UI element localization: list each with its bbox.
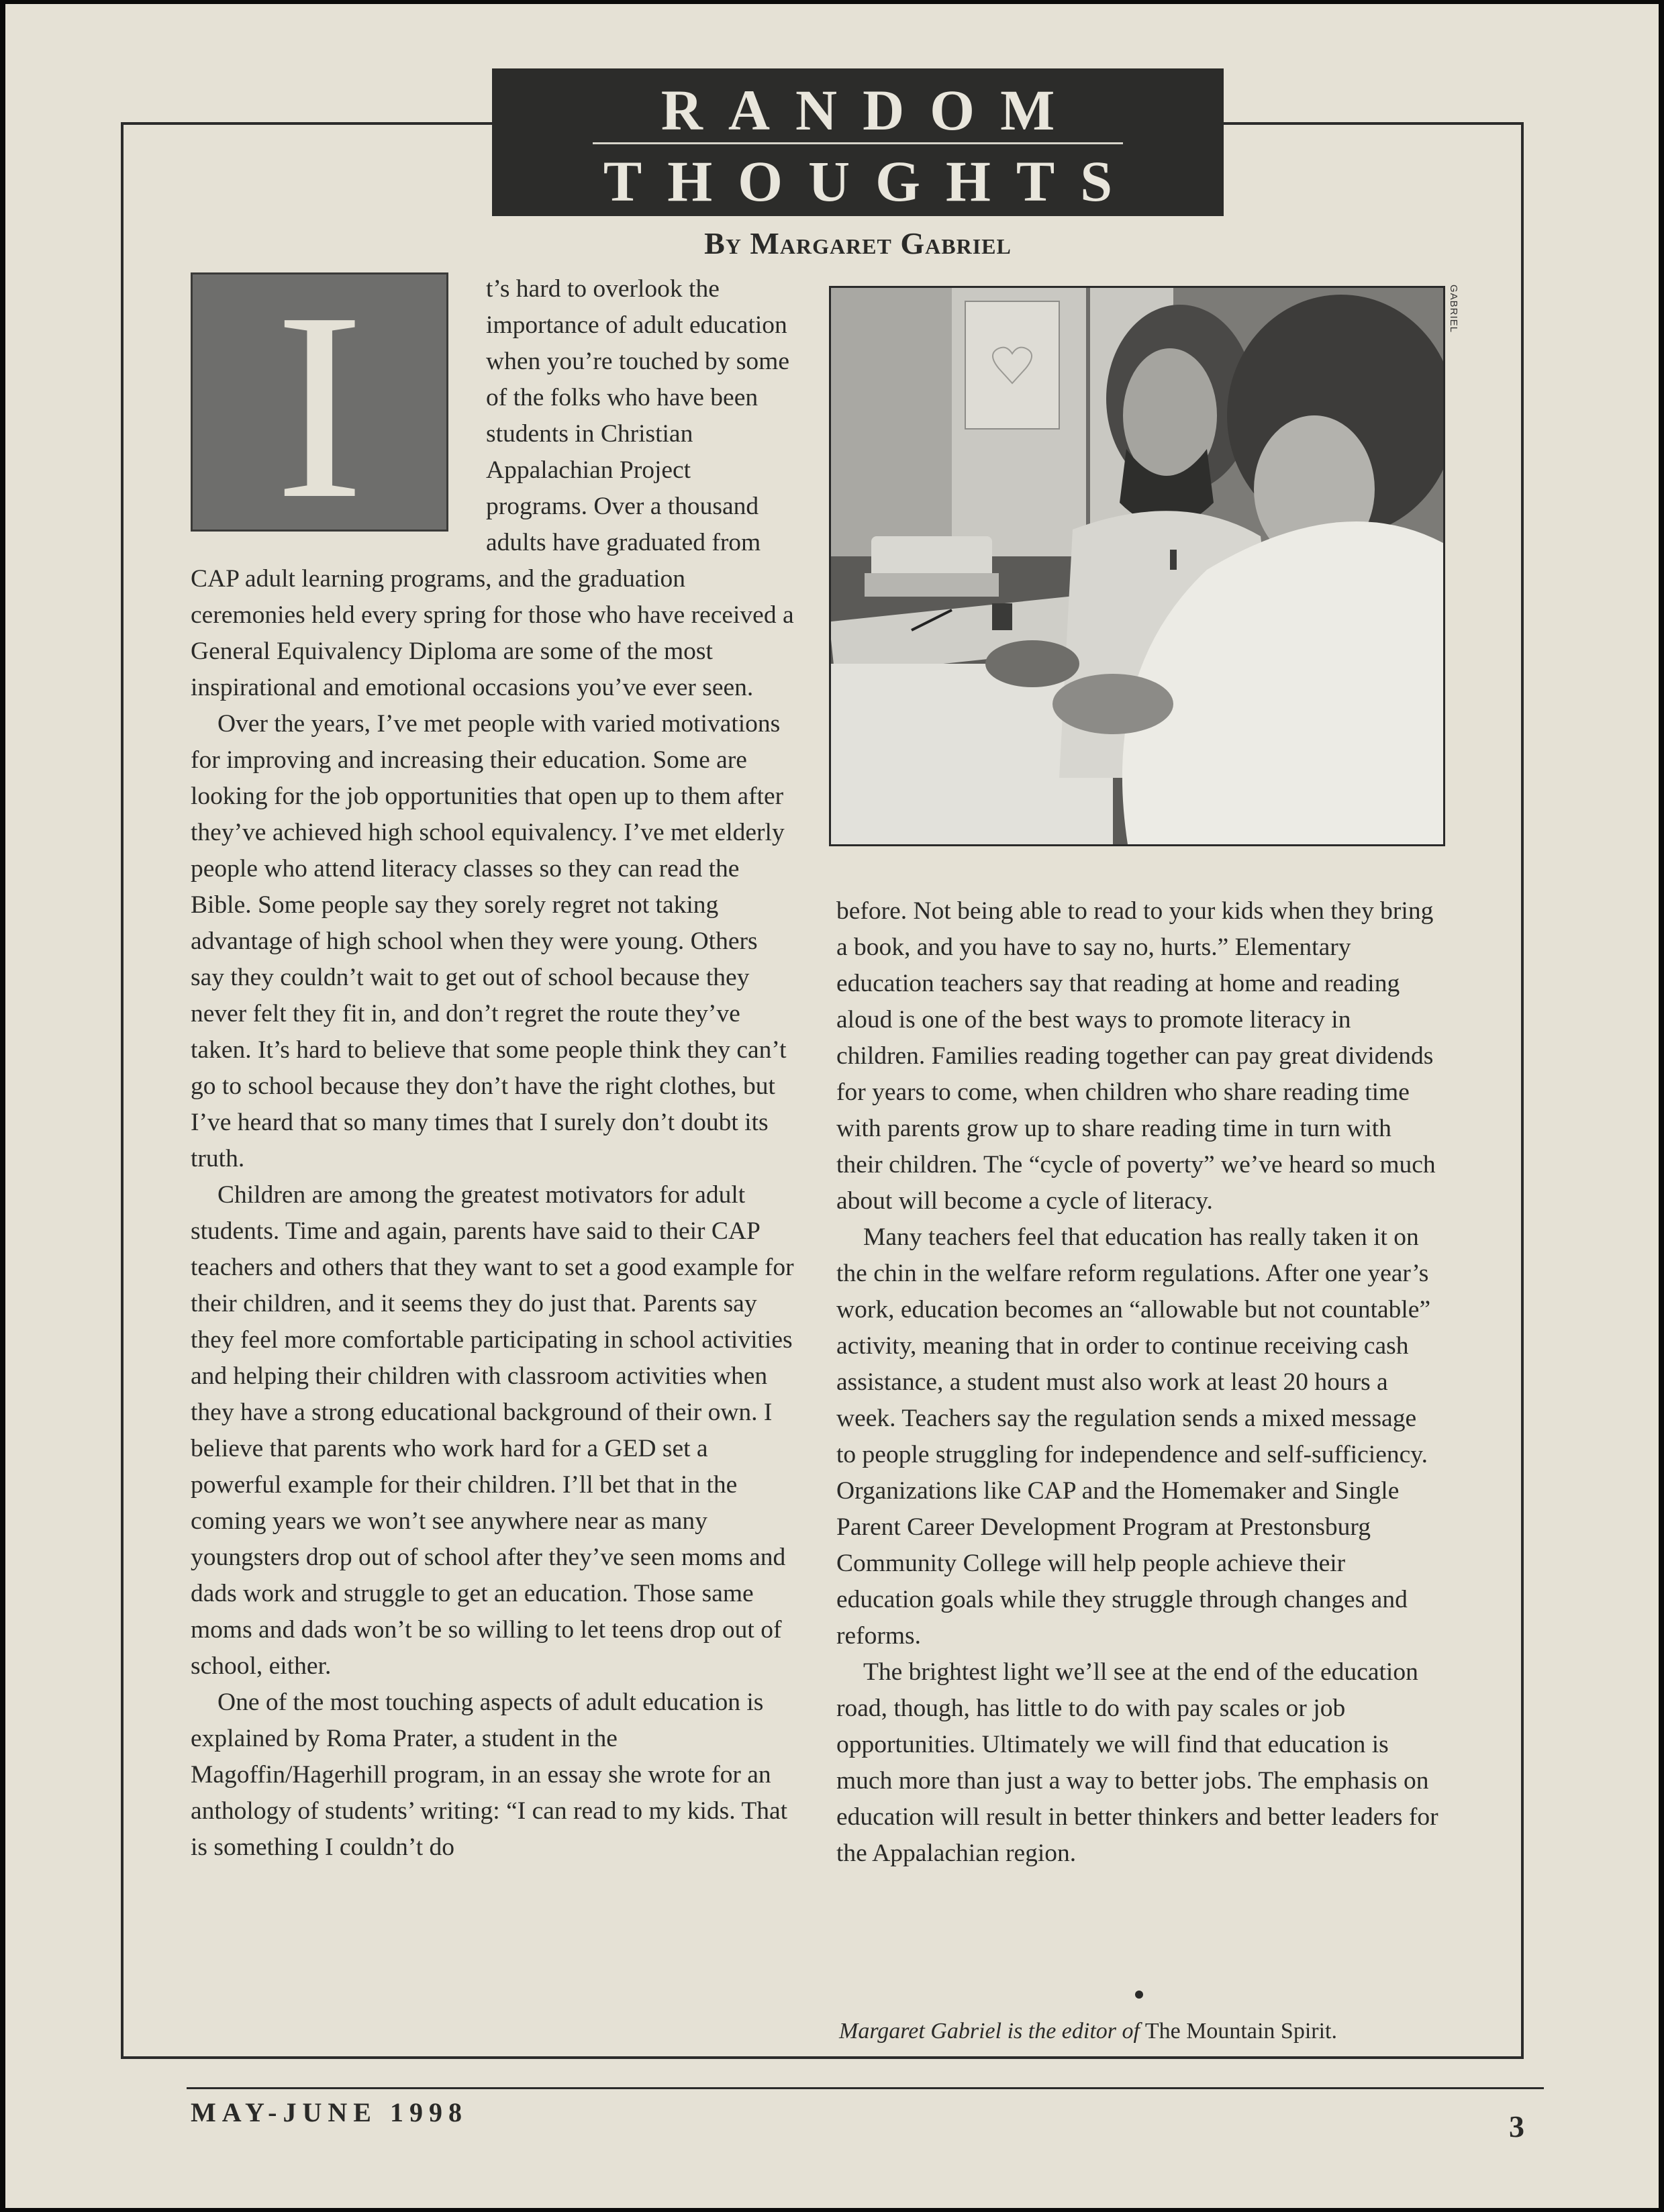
byline: By Margaret Gabriel: [704, 226, 1012, 260]
magazine-page: [5, 4, 1659, 2208]
article-column-left: [191, 271, 795, 1866]
footer-rule: [187, 2087, 1544, 2089]
paragraph: t’s hard to overlook the importance of adult education when you’re touched by some of the folks who have been students in Christian Appalachian Project programs. Over a thousand adults have graduated from CAP adult learning programs, and the graduation ceremonies held every spring for those who have received a General Equivalency Diploma are some of the most inspirational and emotional occasions you’ve ever seen.: [191, 275, 794, 701]
paragraph: Over the years, I’ve met people with varied motivations for improving and increasing their education. Some are looking for the job opportunities that open up to them after they’ve achieved high school equivalency. I’ve met elderly people who attend literacy classes so they can read the Bible. Some people say they sorely regret not taking advantage of high school when they were young. Others say they couldn’t wait to get out of school because they never felt they fit in, and don’t regret the route they’ve taken. It’s hard to believe that some people think they can’t go to school because they don’t have the right clothes, but I’ve heard that so many times that I surely don’t doubt its truth.: [191, 710, 787, 1172]
banner-word-random: RANDOM: [660, 78, 1081, 142]
title-banner: [492, 68, 1224, 216]
end-mark: [1135, 1991, 1143, 1999]
drop-cap-letter: I: [275, 257, 364, 554]
issue-date: MAY-JUNE 1998: [191, 2097, 468, 2127]
photo-credit: GABRIEL: [1448, 285, 1459, 334]
paragraph: before. Not being able to read to your kids when they bring a book, and you have to say no, hurts.” Elementary education teachers say that reading at home and reading aloud is one of the best ways to promote literacy in children. Families reading together can pay great dividends for years to come, when children who share reading time with parents grow up to share reading time in turn with their children. The “cycle of poverty” we’ve heard so much about will become a cycle of literacy.: [836, 897, 1436, 1215]
banner-word-thoughts: THOUGHTS: [603, 149, 1138, 213]
tagline-publication: The Mountain Spirit.: [1139, 2019, 1337, 2044]
paragraph: One of the most touching aspects of adult education is explained by Roma Prater, a student in the Magoffin/Hagerhill program, in an essay she wrote for an anthology of students’ writing: “I can read to my kids. That is something I couldn’t do: [191, 1689, 788, 1861]
paragraph: The brightest light we’ll see at the end of the education road, though, has little to do with pay scales or job opportunities. Ultimately we will find that education is much more than just a way to better jobs. The emphasis on education will result in better thinkers and better leaders for the Appalachian region.: [836, 1658, 1438, 1867]
tagline-text: Margaret Gabriel is the editor of: [839, 2019, 1140, 2044]
article-column-right: [836, 893, 1440, 1872]
author-tagline: [839, 2019, 1337, 2044]
photo-illustration: [831, 288, 1443, 844]
paragraph: Children are among the greatest motivators for adult students. Time and again, parents have said to their CAP teachers and others that they want to set a good example for their children, and it seems they do just that. Parents say they feel more comfortable participating in school activities and helping their children with classroom activities when they have a strong educational background of their own. I believe that parents who work hard for a GED set a powerful example for their children. I’ll bet that in the coming years we won’t see anywhere near as many youngsters drop out of school after they’ve seen moms and dads work and struggle to get an education. Those same moms and dads won’t be so willing to let teens drop out of school, either.: [191, 1181, 794, 1680]
article-photo: [829, 286, 1445, 846]
banner-rule: [593, 142, 1123, 144]
page-number: 3: [1509, 2109, 1524, 2144]
drop-cap-spacer: [164, 271, 486, 546]
paragraph: Many teachers feel that education has really taken it on the chin in the welfare reform regulations. After one year’s work, education becomes an “allowable but not countable” activity, meaning that in order to continue receiving cash assistance, a student must also work at least 20 hours a week. Teachers say the regulation sends a mixed message to people struggling for independence and self-sufficiency. Organizations like CAP and the Homemaker and Single Parent Career Development Program at Prestonsburg Community College will help people achieve their education goals while they struggle through changes and reforms.: [836, 1223, 1431, 1650]
